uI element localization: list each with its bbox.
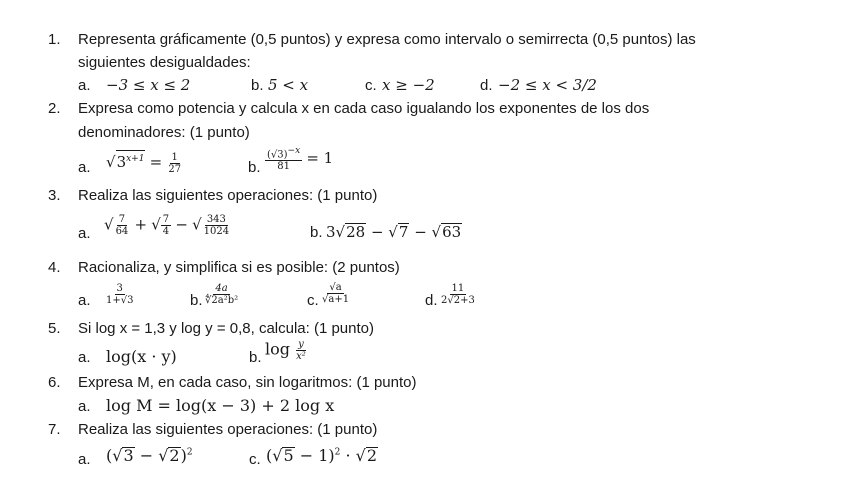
q1d-label: d.: [480, 77, 493, 94]
q2-text-line2: denominadores: (1 punto): [78, 124, 250, 141]
q5b-label: b.: [249, 349, 262, 366]
q1c-expr: x ≥ −2: [382, 76, 435, 94]
q7a-expr: $(√3 - √2)^2$: [106, 446, 193, 465]
q4b-label: b.: [190, 292, 203, 309]
q2b-expr: $\frac{(√3)^{-x}}{81}$ = 1: [267, 146, 334, 173]
q1d-expr: −2 ≤ x < 3/2: [498, 76, 597, 94]
q7-text: Realiza las siguientes operaciones: (1 punto): [78, 421, 378, 438]
q2a-expr: $√3^{x+1}$ = $\frac{1}{27}$: [106, 151, 182, 175]
q3b-label: b.: [310, 224, 323, 241]
q7c-expr: $(√5 - 1)^2 \cdot √2$: [266, 446, 377, 465]
q1c-label: c.: [365, 77, 377, 94]
q7a-label: a.: [78, 451, 91, 468]
q4-number: 4.: [48, 259, 61, 276]
q4c-label: c.: [307, 292, 319, 309]
q3a-label: a.: [78, 225, 91, 242]
q7-number: 7.: [48, 421, 61, 438]
q1a-expr: −3 ≤ x ≤ 2: [106, 76, 191, 94]
q1-text-line1: Representa gráficamente (0,5 puntos) y expresa como intervalo o semirrecta (0,5 puntos) las: [78, 31, 696, 48]
q4c-expr: $\frac{√a}{√a+1}$: [322, 282, 350, 305]
q1a-label: a.: [78, 77, 91, 94]
q4b-expr: $\frac{4a}{\text{∜2a²b²}}$: [205, 283, 239, 306]
q5-number: 5.: [48, 320, 61, 337]
q3-number: 3.: [48, 187, 61, 204]
q4a-expr: $\frac{3}{1+√3}$: [106, 283, 134, 306]
q4-text: Racionaliza, y simplifica si es posible: (2 puntos): [78, 259, 400, 276]
q5b-expr: log $\frac{y}{\text{x²}}$: [265, 339, 306, 362]
q2-text-line1: Expresa como potencia y calcula x en cada caso igualando los exponentes de los dos: [78, 100, 650, 117]
q2-number: 2.: [48, 100, 61, 117]
q7c-label: c.: [249, 451, 261, 468]
q1b-expr: 5 < x: [268, 76, 309, 94]
q6a-label: a.: [78, 398, 91, 415]
q1b-label: b.: [251, 77, 264, 94]
q4d-expr: $\frac{11}{2√2+3}$: [441, 283, 475, 306]
q4d-label: d.: [425, 292, 438, 309]
q6-number: 6.: [48, 374, 61, 391]
q3b-expr: 3√28 − √7 − √63: [326, 223, 462, 241]
q2b-label: b.: [248, 159, 261, 176]
q3a-expr: √ $\frac{7}{64}$ + √ $\frac{7}{4}$ − √ $\frac{343}{1024}$: [104, 214, 230, 237]
q1-number: 1.: [48, 31, 61, 48]
q1-text-line2: siguientes desigualdades:: [78, 54, 251, 71]
q5a-expr: log(x · y): [106, 347, 177, 366]
q4a-label: a.: [78, 292, 91, 309]
q3-text: Realiza las siguientes operaciones: (1 punto): [78, 187, 378, 204]
q6a-expr: log M = log(x − 3) + 2 log x: [106, 396, 335, 415]
q5a-label: a.: [78, 349, 91, 366]
q6-text: Expresa M, en cada caso, sin logaritmos: (1 punto): [78, 374, 417, 391]
q5-text: Si log x = 1,3 y log y = 0,8, calcula: (1 punto): [78, 320, 375, 337]
q2a-label: a.: [78, 159, 91, 176]
